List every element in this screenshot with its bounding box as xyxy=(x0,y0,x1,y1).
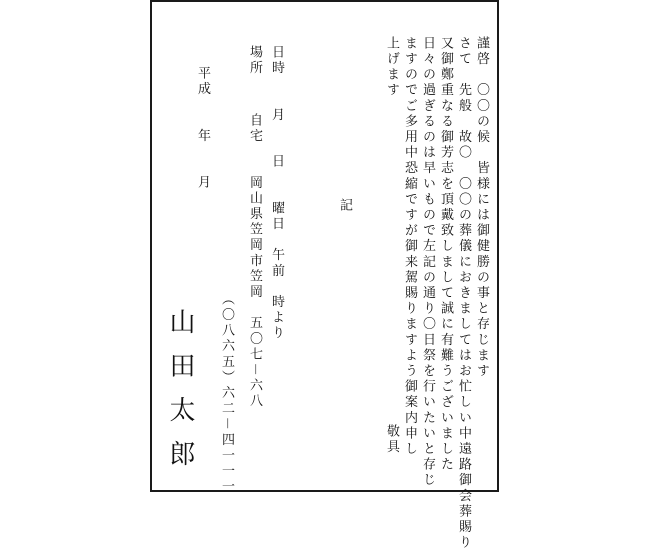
closing-keigu: 敬具 xyxy=(384,424,399,456)
sender-name: 山田太郎 xyxy=(165,308,195,484)
place-label: 場所 xyxy=(247,45,262,77)
body-line-1: さて 先般 故〇 〇〇の葬儀におきましてはお忙しい中遠路御会葬賜り xyxy=(456,36,471,551)
datetime-line: 日時 月 日 曜日 午前 時より xyxy=(269,45,284,342)
body-line-5: 上げます xyxy=(384,36,399,99)
greeting-line: 謹啓 〇〇の候 皆様には御健勝の事と存じます xyxy=(474,36,489,380)
date-line: 平成 年 月 xyxy=(195,66,210,191)
place-address: 自宅 岡山県笠岡市笠岡 五〇七－六八 xyxy=(247,113,262,410)
body-line-2: 又御鄭重なる御芳志を頂戴致しまして誠に有難うございました xyxy=(438,36,453,473)
ki-heading: 記 xyxy=(337,198,352,214)
invitation-card xyxy=(150,0,499,551)
body-line-4: ますのでご多用中恐縮ですが御来駕賜りますよう御案内申し xyxy=(402,36,417,458)
body-line-3: 日々の過ぎるのは早いもので左記の通り〇日祭を行いたいと存じ xyxy=(420,36,435,489)
phone-number: （〇八六五）六二－四一一一 xyxy=(219,292,234,495)
